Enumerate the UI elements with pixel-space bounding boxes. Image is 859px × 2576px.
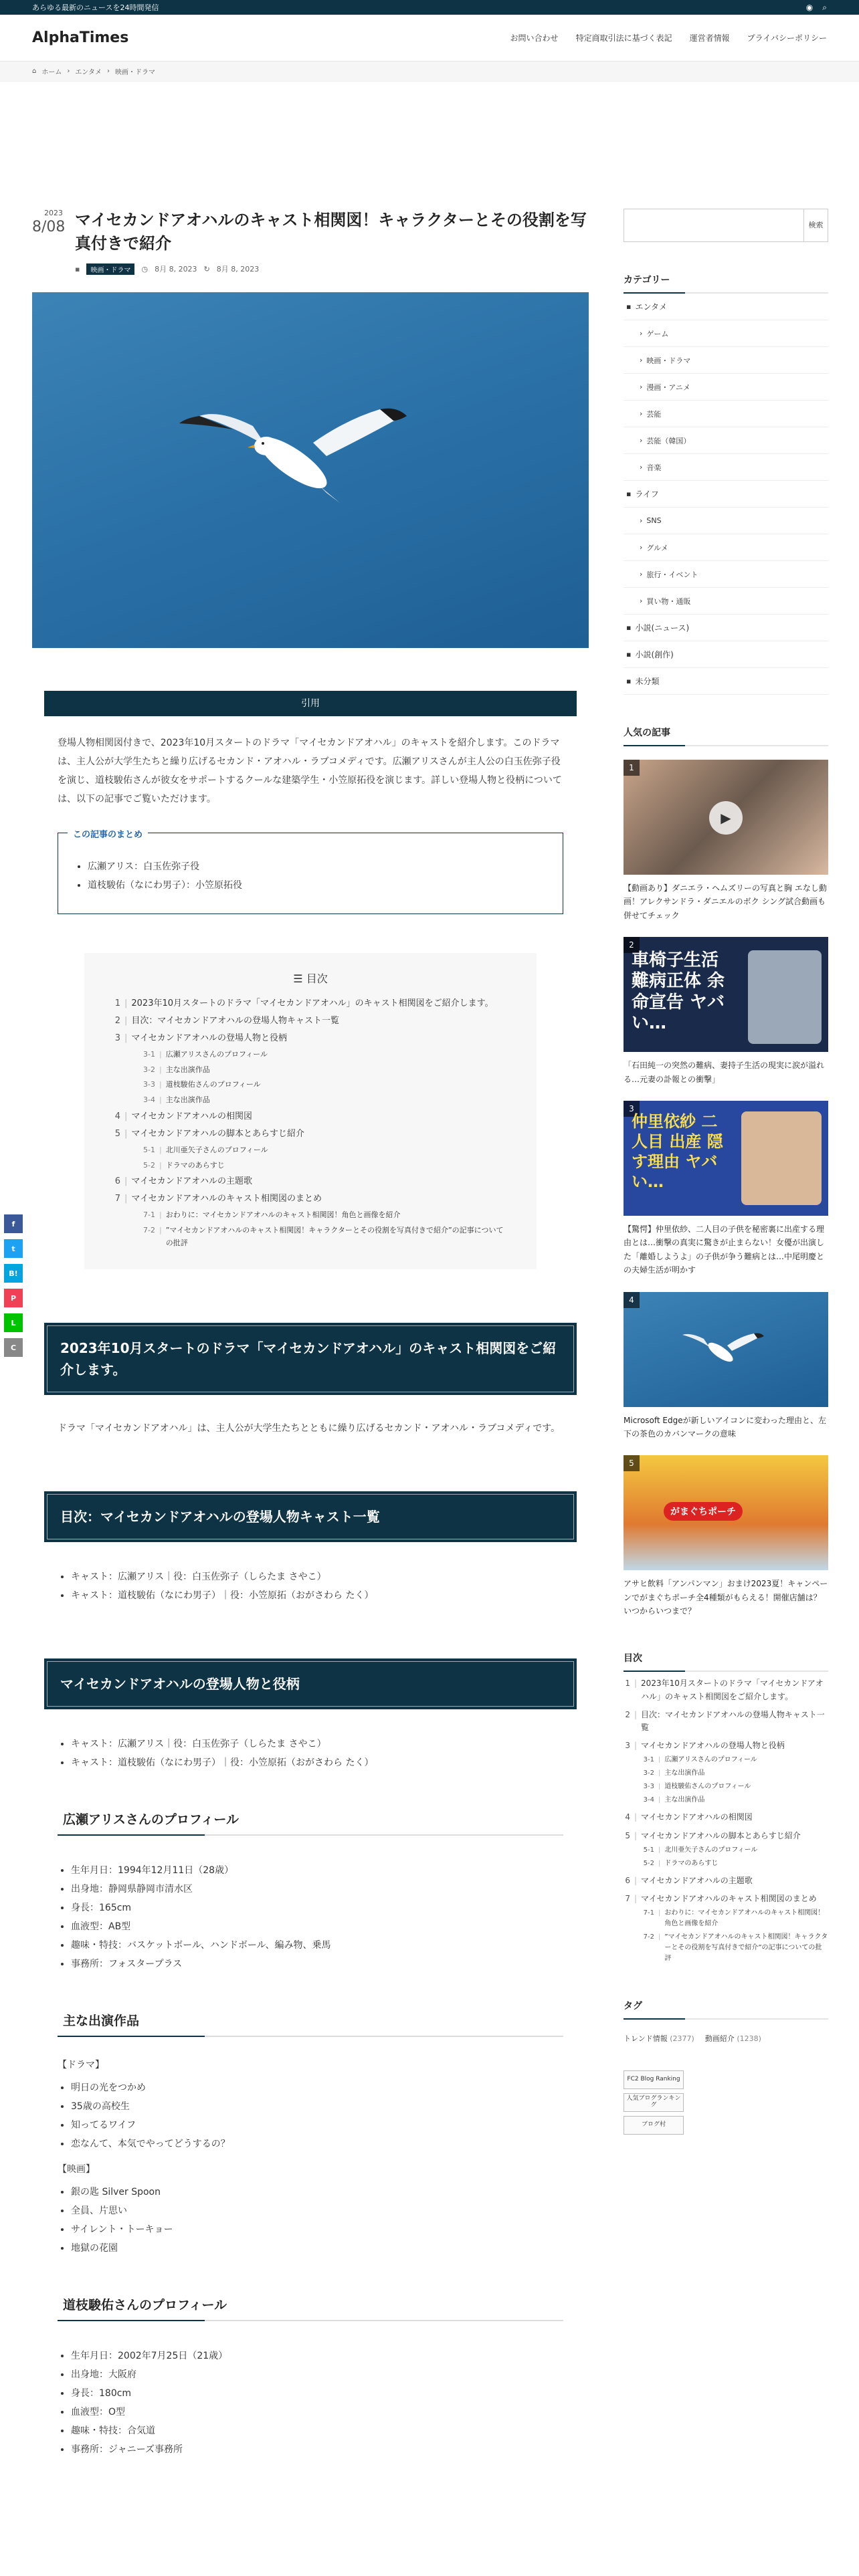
category-link[interactable]: 映画・ドラマ	[646, 356, 691, 365]
toc-link[interactable]: 道枝駿佑さんのプロフィール	[165, 1080, 261, 1089]
sidebar-toc-item[interactable]: 3-1 | 広瀬アリスさんのプロフィール	[640, 1755, 828, 1765]
toc-number: 5-2	[643, 1859, 654, 1867]
post-meta	[75, 263, 589, 275]
chevron-right-icon: ›	[640, 516, 643, 525]
toc-number: 5	[114, 1128, 120, 1139]
top-bar	[0, 0, 859, 15]
toc-link[interactable]: おわりに：マイセカンドアオハルのキャスト相関図！角色と画像を紹介	[664, 1909, 825, 1928]
category-link[interactable]: 芸能（韓国）	[646, 436, 691, 445]
site-logo[interactable]: AlphaTimes	[32, 29, 129, 46]
toc-number: 5-1	[143, 1145, 155, 1154]
breadcrumb-drama[interactable]: 映画・ドラマ	[114, 69, 155, 76]
toc-widget-title: 目次	[624, 1651, 828, 1672]
toc-item[interactable]: 3-2 | 主な出演作品	[138, 1064, 510, 1077]
hatena-share-icon[interactable]: B!	[4, 1264, 23, 1283]
chevron-right-icon: ›	[640, 570, 643, 578]
cast-list	[44, 1568, 577, 1605]
summary-item: • 広瀬アリス：白玉佐弥子役	[88, 857, 547, 876]
popular-item[interactable]	[624, 1292, 828, 1441]
toc-number: 3-2	[143, 1065, 155, 1074]
sidebar-toc-item[interactable]: 3-4 | 主な出演作品	[640, 1795, 828, 1806]
toc-link[interactable]: ”マイセカンドアオハルのキャスト相関図！キャラクターとその役割を写真付きで紹介”の記事についての批評	[664, 1933, 828, 1963]
list-item: • 事務所：フォスタープラス	[71, 1955, 563, 1973]
person-photo	[741, 1111, 822, 1205]
movie-label: 【映画】	[58, 2164, 95, 2175]
popular-item[interactable]	[624, 937, 828, 1086]
search-icon[interactable]: ⌕	[822, 2, 827, 12]
popular-caption: アサヒ飲料「アンパンマン」おまけ2023夏！キャンペーンでがまぐちポーチ全4種類がもらえる！開催店舗は？いつからいつまで？	[624, 1579, 828, 1616]
table-of-contents	[84, 953, 537, 1270]
category-link[interactable]: 未分類	[635, 677, 660, 686]
rss-icon[interactable]: ◉	[805, 2, 814, 12]
sidebar-toc-item[interactable]: 7-2 | ”マイセカンドアオハルのキャスト相関図！キャラクターとその役割を写真付きで紹介”の記事についての批評	[640, 1932, 828, 1964]
toc-link[interactable]: 北川亜矢子さんのプロフィール	[165, 1145, 268, 1154]
category-item[interactable]	[624, 508, 828, 534]
toc-number: 3	[114, 1033, 120, 1043]
toc-number: 7-1	[143, 1210, 155, 1220]
summary-item: • 道枝駿佑（なにわ男子）：小笠原拓役	[88, 876, 547, 895]
toc-link[interactable]: 広瀬アリスさんのプロフィール	[664, 1756, 757, 1764]
toc-number: 2	[114, 1015, 120, 1026]
toc-link[interactable]: マイセカンドアオハルの相関図	[131, 1111, 252, 1121]
quote-header: 引用	[44, 691, 577, 716]
list-item: • 生年月日：1994年12月11日（28歳）	[71, 1861, 563, 1880]
popular-caption: 【驚愕】仲里依紗、二人目の子供を秘密裏に出産する理由とは…衝撃の真実に驚きが止まらない！女優が出演した「離婚しようよ」の子供が争う難病とは…中尾明慶との夫婦生活が明かす	[624, 1224, 825, 1275]
chevron-right-icon: ›	[640, 383, 643, 391]
chevron-right-icon: ›	[640, 329, 643, 338]
category-widget-title: カテゴリー	[624, 273, 828, 294]
toc-number: 5	[625, 1830, 630, 1840]
tag-cloud	[624, 2033, 828, 2044]
pocket-share-icon[interactable]: P	[4, 1289, 23, 1307]
nav-contact[interactable]: お問い合わせ	[510, 33, 559, 43]
sidebar-toc	[624, 1677, 828, 1964]
chevron-right-icon: ›	[640, 409, 643, 418]
chevron-right-icon: ›	[106, 68, 110, 75]
toc-link[interactable]: マイセカンドアオハルのキャスト相関図のまとめ	[131, 1194, 322, 1204]
post-monthday: 8/08	[32, 219, 66, 235]
toc-number: 7-2	[143, 1226, 155, 1235]
category-item[interactable]	[624, 534, 828, 561]
toc-link[interactable]: マイセカンドアオハルの相関図	[641, 1812, 753, 1822]
toc-item[interactable]: 7-1 | おわりに：マイセカンドアオハルのキャスト相関図！角色と画像を紹介	[138, 1209, 510, 1222]
profile-list	[44, 2347, 577, 2459]
toc-number: 1	[625, 1679, 630, 1689]
sidebar-toc-item[interactable]: 1 | 2023年10月スタートのドラマ「マイセカンドアオハル」のキャスト相関図をご紹介します。	[624, 1677, 828, 1703]
list-item: • 趣味・特技：バスケットボール、ハンドボール、編み物、乗馬	[71, 1936, 563, 1955]
category-link[interactable]: 音楽	[646, 463, 662, 472]
popular-caption: 【動画あり】ダニエラ・ヘムズリーの写真と胸 エなし動画！アレクサンドラ・ダニエルのボク シング試合動画も併せてチェック	[624, 883, 827, 920]
toc-number: 7	[114, 1194, 120, 1204]
list-item: • 生年月日：2002年7月25日（21歳）	[71, 2347, 563, 2365]
category-item[interactable]	[624, 641, 828, 668]
sidebar-toc-item[interactable]: 2 | 目次：マイセカンドアオハルの登場人物キャスト一覧	[624, 1709, 828, 1734]
tag-video[interactable]: 動画紹介 (1238)	[704, 2034, 761, 2044]
popular-caption: 「石田純一の突然の難病、妻持子生活の現実に涙が溢れる…元妻の訃報との衝撃」	[624, 1061, 825, 1084]
popular-item[interactable]	[624, 1101, 828, 1277]
toc-number: 7-1	[643, 1909, 654, 1917]
toc-number: 7	[625, 1893, 630, 1903]
category-link[interactable]: ライフ	[635, 490, 659, 499]
site-tagline: あらゆる最新のニュースを24時間発信	[32, 3, 159, 12]
toc-item[interactable]: 7 | マイセカンドアオハルのキャスト相関図のまとめ	[111, 1192, 510, 1206]
toc-number: 2	[625, 1709, 630, 1719]
ranking-badges	[624, 2070, 828, 2135]
eyecatch-image	[32, 292, 589, 648]
toc-link[interactable]: 目次：マイセカンドアオハルの登場人物キャスト一覧	[641, 1709, 825, 1733]
chevron-right-icon: ›	[640, 356, 643, 364]
toc-item[interactable]: 3 | マイセカンドアオハルの登場人物と役柄	[111, 1031, 510, 1046]
category-item[interactable]	[624, 374, 828, 401]
chevron-right-icon: ›	[640, 543, 643, 552]
toc-item[interactable]: 5 | マイセカンドアオハルの脚本とあらすじ紹介	[111, 1127, 510, 1142]
popular-thumb[interactable]: 5 がまぐちポーチ	[624, 1455, 828, 1570]
toc-number: 5-2	[143, 1160, 155, 1170]
blogmura-badge[interactable]: ブログ村	[624, 2116, 684, 2135]
toc-number: 5-1	[643, 1846, 654, 1854]
summary-label: この記事のまとめ	[68, 827, 148, 840]
nav-operator[interactable]: 運営者情報	[689, 33, 730, 43]
toc-item[interactable]: 1 | 2023年10月スタートのドラマ「マイセカンドアオハル」のキャスト相関図をご紹介します。	[111, 996, 510, 1011]
toc-number: 3-1	[643, 1756, 654, 1764]
folder-icon: ▪	[75, 264, 80, 274]
toc-item[interactable]: 3-3 | 道枝駿佑さんのプロフィール	[138, 1079, 510, 1091]
section-heading-2: 目次：マイセカンドアオハルの登場人物キャスト一覧	[44, 1491, 577, 1542]
chevron-right-icon: ›	[640, 436, 643, 445]
list-item: • キャスト：道枝駿佑（なにわ男子）｜役：小笠原拓（おがさわら たく）	[71, 1753, 563, 1772]
category-link[interactable]: 小説(創作)	[635, 650, 674, 659]
home-icon: ⌂	[32, 68, 37, 75]
share-buttons	[4, 1214, 23, 1357]
section-heading-1: 2023年10月スタートのドラマ「マイセカンドアオハル」のキャスト相関図をご紹介します。	[44, 1323, 577, 1395]
main-content	[32, 175, 589, 2459]
chevron-right-icon: ›	[640, 597, 643, 605]
subheading-profile-hirose: 広瀬アリスさんのプロフィール	[58, 1810, 563, 1836]
section-heading-3: マイセカンドアオハルの登場人物と役柄	[44, 1658, 577, 1709]
seagull-illustration	[624, 1292, 828, 1407]
list-item: • 知ってるワイフ	[71, 2116, 563, 2135]
list-item: • サイレント・トーキョー	[71, 2220, 563, 2239]
list-item: • 身長：165cm	[71, 1899, 563, 1917]
toc-item[interactable]: 4 | マイセカンドアオハルの相関図	[111, 1109, 510, 1124]
cast-list	[44, 1735, 577, 1772]
toc-item[interactable]: 2 | 目次：マイセカンドアオハルの登場人物キャスト一覧	[111, 1014, 510, 1029]
sidebar	[624, 209, 828, 2135]
facebook-share-icon[interactable]: f	[4, 1214, 23, 1233]
lead-text: 登場人物相関図付きで、2023年10月スタートのドラマ「マイセカンドアオハル」のキャストを紹介します。このドラマは、主人公が大学生たちと繰り広げるセカンド・アオハル・ラブコメディです。広瀬アリスさんが主人公の白玉佐弥子役を演じ、道枝駿佑さんが彼女をサポートするクールな建築学生・小笠原拓役を演じます。詳しい登場人物と役柄については、以下の記事でご覧いただけます。	[58, 737, 562, 804]
category-link[interactable]: 買い物・通販	[646, 597, 691, 606]
toc-item[interactable]: 6 | マイセカンドアオハルの主題歌	[111, 1174, 510, 1189]
toc-link[interactable]: ドラマのあらすじ	[664, 1859, 719, 1867]
fc2-ranking-badge[interactable]: FC2 Blog Ranking	[624, 2070, 684, 2089]
global-nav	[510, 32, 827, 43]
category-item[interactable]	[624, 347, 828, 374]
folder-icon: ▪	[626, 677, 632, 685]
list-item: • 事務所：ジャニーズ事務所	[71, 2440, 563, 2459]
toc-number: 3-4	[143, 1095, 155, 1104]
category-link[interactable]: 芸能	[646, 409, 662, 419]
popular-item[interactable]	[624, 760, 828, 922]
toc-link[interactable]: 2023年10月スタートのドラマ「マイセカンドアオハル」のキャスト相関図をご紹介します。	[131, 998, 494, 1008]
category-link[interactable]: 漫画・アニメ	[646, 383, 690, 392]
seagull-illustration	[32, 292, 589, 648]
toc-number: 3-3	[643, 1783, 654, 1791]
toc-number: 7-2	[643, 1933, 654, 1941]
category-item[interactable]	[624, 454, 828, 481]
list-item: • 地獄の花園	[71, 2239, 563, 2258]
toc-number: 3-1	[143, 1049, 155, 1059]
toc-number: 3-2	[643, 1769, 654, 1778]
folder-icon: ▪	[626, 490, 632, 498]
list-item: • 出身地：大阪府	[71, 2365, 563, 2384]
clock-icon: ◷	[141, 264, 149, 274]
sidebar-toc-item[interactable]: 5-1 | 北川亜矢子さんのプロフィール	[640, 1845, 828, 1856]
blog-ranking-badge[interactable]: 人気ブログランキング	[624, 2093, 684, 2112]
post-date	[32, 209, 66, 275]
popular-thumb[interactable]: 1 ▶	[624, 760, 828, 875]
toc-link[interactable]: 目次：マイセカンドアオハルの登場人物キャスト一覧	[131, 1015, 339, 1026]
toc-link[interactable]: おわりに：マイセカンドアオハルのキャスト相関図！角色と画像を紹介	[165, 1210, 401, 1220]
list-item: • 銀の匙 Silver Spoon	[71, 2183, 563, 2202]
toc-link[interactable]: 2023年10月スタートのドラマ「マイセカンドアオハル」のキャスト相関図をご紹介します。	[641, 1679, 824, 1701]
list-item: • 出身地：静岡県静岡市清水区	[71, 1880, 563, 1899]
sidebar-toc-item[interactable]: 6 | マイセカンドアオハルの主題歌	[624, 1874, 828, 1887]
toc-number: 4	[114, 1111, 120, 1121]
sidebar-toc-item[interactable]: 3 | マイセカンドアオハルの登場人物と役柄	[624, 1739, 828, 1752]
category-link[interactable]: エンタメ	[635, 302, 667, 312]
popular-thumb[interactable]: 2 車椅子生活 難病正体 余命宣告 ヤバい…	[624, 937, 828, 1052]
toc-link[interactable]: マイセカンドアオハルの登場人物と役柄	[641, 1741, 785, 1751]
toc-number: 6	[114, 1176, 120, 1187]
breadcrumb	[0, 62, 859, 82]
category-item[interactable]	[624, 427, 828, 454]
subheading-profile-michieda: 道枝駿佑さんのプロフィール	[58, 2295, 563, 2321]
toc-link[interactable]: 広瀬アリスさんのプロフィール	[165, 1049, 268, 1059]
toc-link[interactable]: マイセカンドアオハルの主題歌	[131, 1176, 252, 1187]
section-paragraph: ドラマ「マイセカンドアオハル」は、主人公が大学生たちとともに繰り広げるセカンド・アオハル・ラブコメディです。	[58, 1423, 561, 1434]
tag-trend[interactable]: トレンド情報 (2377)	[624, 2034, 694, 2044]
toc-link[interactable]: 主な出演作品	[664, 1769, 705, 1778]
refresh-icon: ↻	[203, 264, 210, 274]
updated-date: 8月 8, 2023	[216, 265, 260, 274]
toc-item[interactable]: 5-1 | 北川亜矢子さんのプロフィール	[138, 1144, 510, 1157]
person-photo	[748, 950, 822, 1044]
category-link[interactable]: SNS	[646, 516, 662, 525]
published-date: 8月 8, 2023	[155, 265, 197, 274]
folder-icon: ▪	[626, 623, 632, 632]
toc-item[interactable]: 7-2 | ”マイセカンドアオハルのキャスト相関図！キャラクターとその役割を写真付きで紹介”の記事についての批評	[138, 1224, 510, 1249]
category-link[interactable]: ゲーム	[646, 329, 669, 338]
category-item[interactable]	[624, 615, 828, 641]
list-item: • 恋なんて、本気でやってどうするの？	[71, 2135, 563, 2153]
list-item: • 身長：180cm	[71, 2384, 563, 2403]
category-item[interactable]	[624, 561, 828, 588]
toc-link[interactable]: マイセカンドアオハルの脚本とあらすじ紹介	[641, 1830, 801, 1840]
toc-number: 3-4	[643, 1796, 654, 1804]
toc-number: 3-3	[143, 1080, 155, 1089]
popular-caption: Microsoft Edgeが新しいアイコンに変わった理由と、左下の茶色のカバンマークの意味	[624, 1415, 826, 1438]
chevron-right-icon: ›	[640, 463, 643, 471]
toc-item[interactable]: 3-1 | 広瀬アリスさんのプロフィール	[138, 1049, 510, 1061]
list-item: • キャスト：道枝駿佑（なにわ男子）｜役：小笠原拓（おがさわら たく）	[71, 1586, 563, 1605]
list-item: • キャスト：広瀬アリス｜役：白玉佐弥子（しらたま さやこ）	[71, 1568, 563, 1586]
breadcrumb-home[interactable]: ホーム	[41, 69, 62, 76]
line-share-icon[interactable]: L	[4, 1313, 23, 1332]
sidebar-toc-item[interactable]: 3-3 | 道枝駿佑さんのプロフィール	[640, 1782, 828, 1792]
category-badge[interactable]: 映画・ドラマ	[86, 263, 134, 275]
toc-link[interactable]: マイセカンドアオハルの登場人物と役柄	[131, 1033, 287, 1043]
profile-list	[44, 1861, 577, 1973]
category-item[interactable]	[624, 481, 828, 508]
toc-link[interactable]: 主な出演作品	[664, 1796, 705, 1804]
category-item[interactable]	[624, 401, 828, 427]
drama-label: 【ドラマ】	[58, 2060, 104, 2071]
toc-link[interactable]: ”マイセカンドアオハルのキャスト相関図！キャラクターとその役割を写真付きで紹介”の記事についての批評	[165, 1226, 504, 1247]
sidebar-toc-item[interactable]: 3-2 | 主な出演作品	[640, 1768, 828, 1779]
folder-icon: ▪	[626, 650, 632, 659]
popular-widget-title: 人気の記事	[624, 726, 828, 746]
drama-list	[44, 2078, 577, 2153]
toc-title: 目次	[306, 972, 328, 985]
category-item[interactable]	[624, 668, 828, 695]
nav-privacy[interactable]: プライバシーポリシー	[747, 33, 827, 43]
page-title: マイセカンドアオハルのキャスト相関図！キャラクターとその役割を写真付きで紹介	[75, 211, 587, 253]
toc-link[interactable]: 北川亜矢子さんのプロフィール	[664, 1846, 758, 1854]
site-header	[0, 15, 859, 62]
category-link[interactable]: 旅行・イベント	[646, 570, 698, 579]
sidebar-toc-item[interactable]: 7 | マイセカンドアオハルのキャスト相関図のまとめ	[624, 1893, 828, 1905]
tag-widget-title: タグ	[624, 1999, 828, 2020]
toc-link[interactable]: 主な出演作品	[165, 1065, 210, 1074]
category-item[interactable]	[624, 294, 828, 320]
list-item: • キャスト：広瀬アリス｜役：白玉佐弥子（しらたま さやこ）	[71, 1735, 563, 1753]
search-input[interactable]	[624, 209, 804, 242]
popular-item[interactable]	[624, 1455, 828, 1618]
list-item: • 明日の光をつかめ	[71, 2078, 563, 2097]
sidebar-toc-item[interactable]: 7-1 | おわりに：マイセカンドアオハルのキャスト相関図！角色と画像を紹介	[640, 1908, 828, 1929]
copy-link-icon[interactable]: C	[4, 1338, 23, 1357]
category-list	[624, 294, 828, 695]
list-item: • 血液型：O型	[71, 2403, 563, 2422]
list-item: • 趣味・特技：合気道	[71, 2422, 563, 2440]
toc-item[interactable]: 5-2 | ドラマのあらすじ	[138, 1160, 510, 1172]
list-item: • 全員、片思い	[71, 2202, 563, 2220]
list-item: • 血液型：AB型	[71, 1917, 563, 1936]
toc-link[interactable]: 道枝駿佑さんのプロフィール	[664, 1783, 751, 1791]
search-button[interactable]: 検索	[804, 209, 828, 242]
toc-link[interactable]: ドラマのあらすじ	[165, 1160, 225, 1170]
post-year: 2023	[44, 209, 63, 217]
popular-thumb[interactable]: 4	[624, 1292, 828, 1407]
summary-box	[58, 829, 563, 914]
toc-link[interactable]: マイセカンドアオハルのキャスト相関図のまとめ	[641, 1893, 817, 1903]
list-icon: ☰	[293, 972, 303, 985]
sidebar-search	[624, 209, 828, 242]
toc-number: 3	[625, 1741, 630, 1751]
sidebar-toc-item[interactable]: 5-2 | ドラマのあらすじ	[640, 1858, 828, 1869]
list-item: • 35歳の高校生	[71, 2097, 563, 2116]
toc-number: 1	[114, 998, 120, 1008]
folder-icon: ▪	[626, 302, 632, 311]
movie-list	[44, 2183, 577, 2258]
sidebar-toc-item[interactable]: 5 | マイセカンドアオハルの脚本とあらすじ紹介	[624, 1830, 828, 1842]
popular-list	[624, 760, 828, 1618]
nav-tokushoho[interactable]: 特定商取引法に基づく表記	[575, 33, 672, 43]
category-item[interactable]	[624, 320, 828, 347]
category-item[interactable]	[624, 588, 828, 615]
category-link[interactable]: グルメ	[646, 543, 668, 552]
toc-item[interactable]: 3-4 | 主な出演作品	[138, 1094, 510, 1107]
toc-link[interactable]: マイセカンドアオハルの主題歌	[641, 1875, 753, 1885]
subheading-works: 主な出演作品	[58, 2011, 563, 2037]
popular-thumb[interactable]: 3 仲里依紗 二人目 出産 隠す理由 ヤバい…	[624, 1101, 828, 1216]
toc-number: 4	[625, 1812, 630, 1822]
toc-link[interactable]: マイセカンドアオハルの脚本とあらすじ紹介	[131, 1128, 304, 1139]
toc-number: 6	[625, 1875, 630, 1885]
play-icon[interactable]: ▶	[709, 801, 743, 835]
sidebar-toc-item[interactable]: 4 | マイセカンドアオハルの相関図	[624, 1811, 828, 1824]
breadcrumb-entame[interactable]: エンタメ	[75, 69, 102, 76]
chevron-right-icon: ›	[67, 68, 70, 75]
category-link[interactable]: 小説(ニュース)	[635, 623, 690, 633]
toc-link[interactable]: 主な出演作品	[165, 1095, 210, 1104]
twitter-share-icon[interactable]: t	[4, 1239, 23, 1258]
